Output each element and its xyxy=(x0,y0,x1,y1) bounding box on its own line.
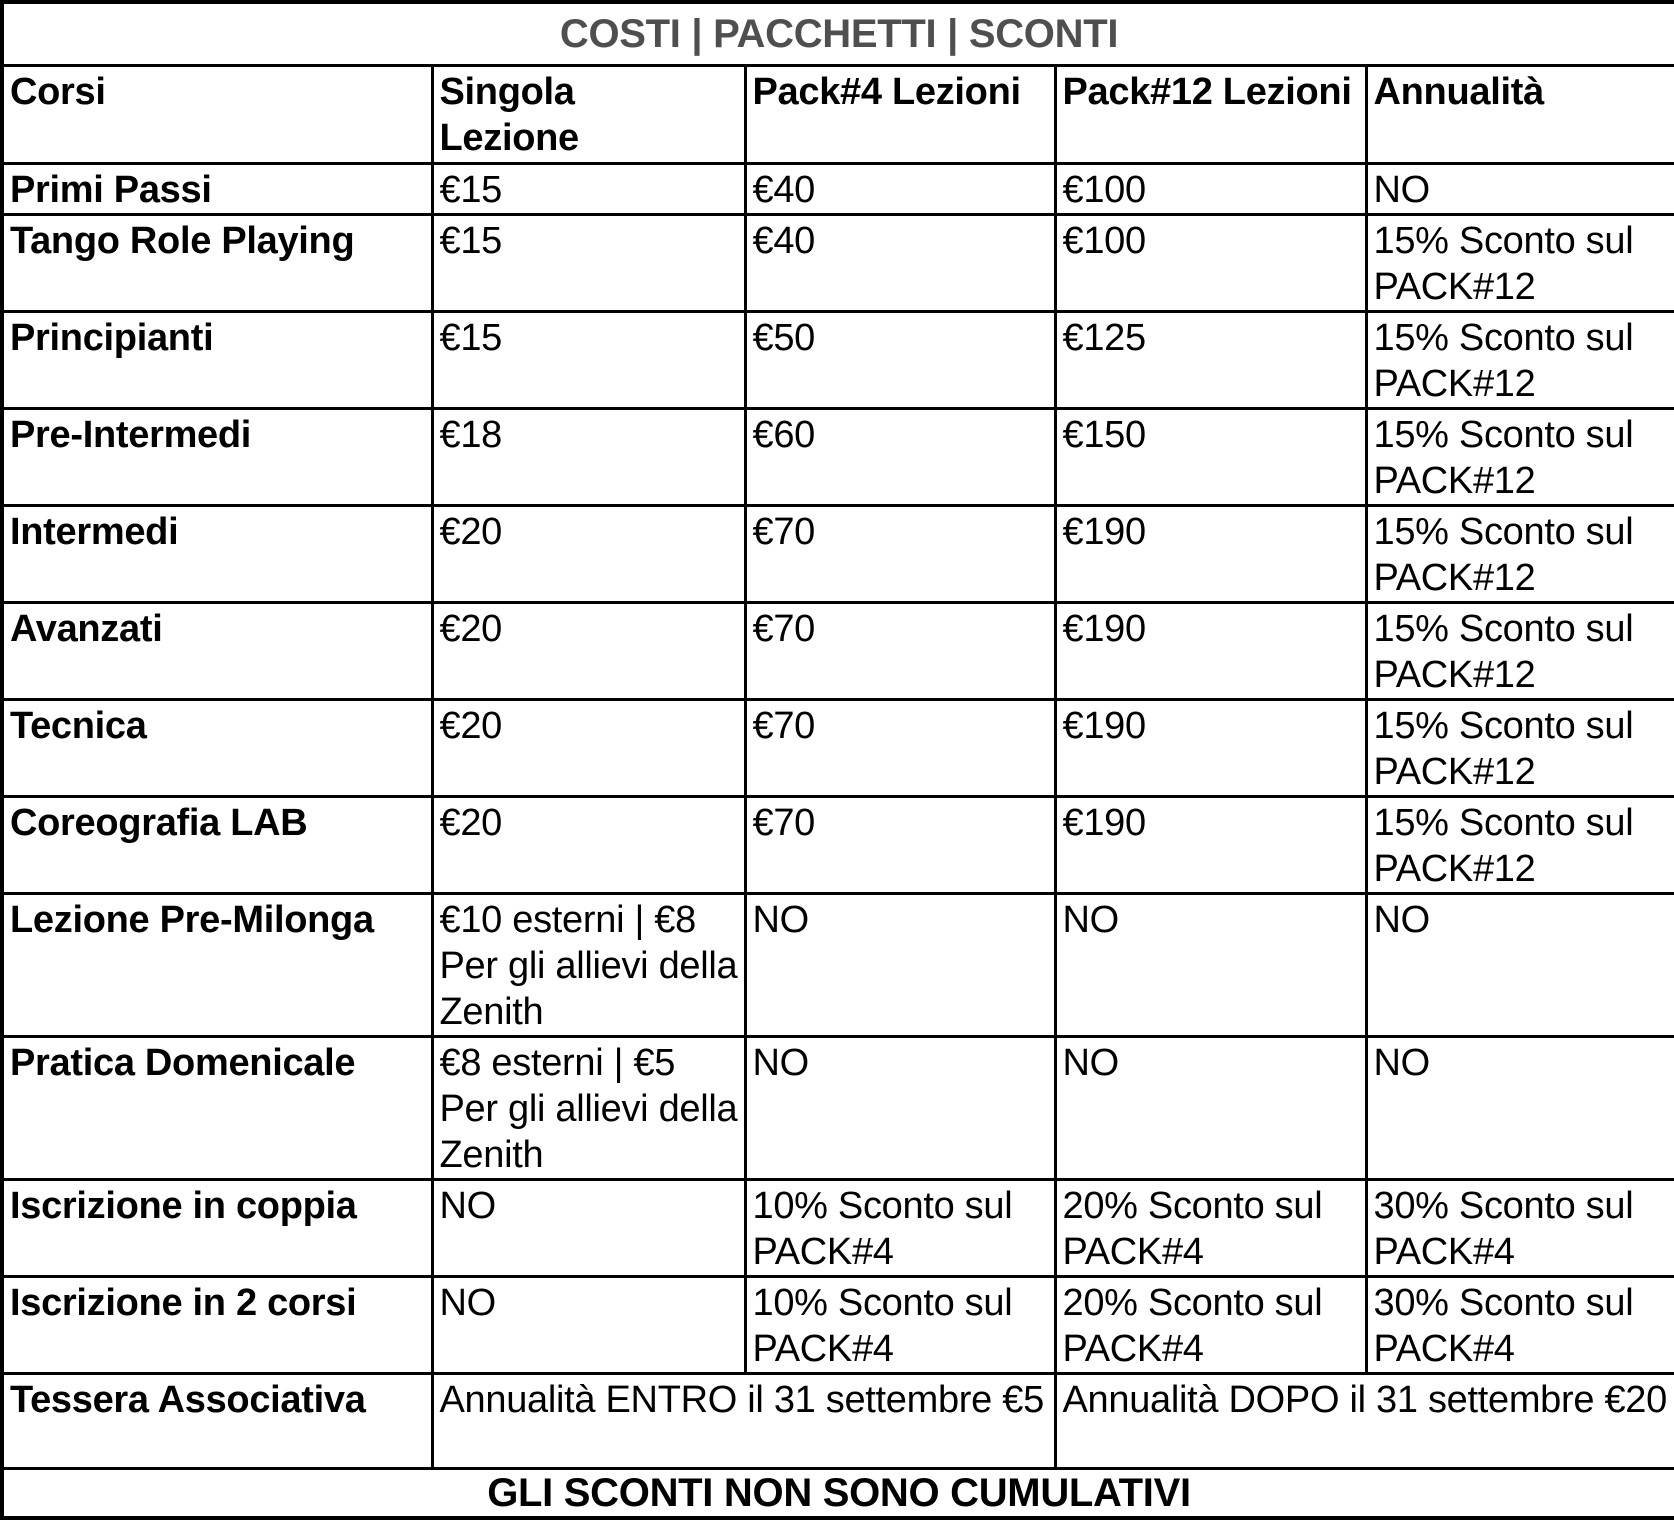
price-pack12: NO xyxy=(1055,894,1366,1037)
price-pack4: €70 xyxy=(745,603,1055,700)
course-name: Tessera Associativa xyxy=(2,1374,432,1469)
course-name: Tecnica xyxy=(2,700,432,797)
annualita-value: 15% Sconto sul PACK#12 xyxy=(1366,215,1674,312)
table-row xyxy=(2,1180,1674,1277)
annualita-value: NO xyxy=(1366,164,1674,215)
discount-pack12: 20% Sconto sul PACK#4 xyxy=(1055,1180,1366,1277)
price-singola: NO xyxy=(432,1277,745,1374)
discount-pack4: 10% Sconto sul PACK#4 xyxy=(745,1180,1055,1277)
table-row xyxy=(2,894,1674,1037)
tessera-entro-cell: Annualità ENTRO il 31 settembre €5 xyxy=(432,1374,1055,1469)
discount-annualita: 30% Sconto sul PACK#4 xyxy=(1366,1277,1674,1374)
table-row xyxy=(2,312,1674,409)
column-header-pack4: Pack#4 Lezioni xyxy=(745,66,1055,164)
column-header-singola-lezione: Singola Lezione xyxy=(432,66,745,164)
price-pack4: €70 xyxy=(745,797,1055,894)
price-singola: €20 xyxy=(432,603,745,700)
course-name: Principianti xyxy=(2,312,432,409)
course-name: Pre-Intermedi xyxy=(2,409,432,506)
title-row xyxy=(2,2,1674,66)
price-pack12: €190 xyxy=(1055,797,1366,894)
price-pack4: €40 xyxy=(745,164,1055,215)
course-name: Avanzati xyxy=(2,603,432,700)
price-pack4: NO xyxy=(745,1037,1055,1180)
table-row xyxy=(2,797,1674,894)
course-name: Iscrizione in coppia xyxy=(2,1180,432,1277)
table-row xyxy=(2,164,1674,215)
course-name: Tango Role Playing xyxy=(2,215,432,312)
price-pack12: €190 xyxy=(1055,603,1366,700)
price-singola: €20 xyxy=(432,506,745,603)
discount-annualita: 30% Sconto sul PACK#4 xyxy=(1366,1180,1674,1277)
course-name: Coreografia LAB xyxy=(2,797,432,894)
price-pack4: NO xyxy=(745,894,1055,1037)
price-singola: NO xyxy=(432,1180,745,1277)
tessera-dopo-cell: Annualità DOPO il 31 settembre €20 xyxy=(1055,1374,1674,1469)
price-singola: €20 xyxy=(432,700,745,797)
column-header-pack12: Pack#12 Lezioni xyxy=(1055,66,1366,164)
price-singola: €10 esterni | €8 Per gli allievi della Zenith xyxy=(432,894,745,1037)
annualita-value: NO xyxy=(1366,1037,1674,1180)
tessera-row xyxy=(2,1374,1674,1469)
price-pack4: €70 xyxy=(745,700,1055,797)
price-singola: €15 xyxy=(432,312,745,409)
price-pack12: €100 xyxy=(1055,164,1366,215)
table-row xyxy=(2,1277,1674,1374)
price-singola: €15 xyxy=(432,164,745,215)
table-row xyxy=(2,1037,1674,1180)
course-name: Lezione Pre-Milonga xyxy=(2,894,432,1037)
course-name: Primi Passi xyxy=(2,164,432,215)
annualita-value: 15% Sconto sul PACK#12 xyxy=(1366,700,1674,797)
price-pack4: €70 xyxy=(745,506,1055,603)
discount-pack4: 10% Sconto sul PACK#4 xyxy=(745,1277,1055,1374)
price-pack4: €40 xyxy=(745,215,1055,312)
annualita-value: 15% Sconto sul PACK#12 xyxy=(1366,409,1674,506)
price-pack12: €150 xyxy=(1055,409,1366,506)
annualita-value: 15% Sconto sul PACK#12 xyxy=(1366,603,1674,700)
footer-note: GLI SCONTI NON SONO CUMULATIVI xyxy=(2,1469,1674,1519)
price-pack12: NO xyxy=(1055,1037,1366,1180)
price-pack12: €190 xyxy=(1055,700,1366,797)
table-row xyxy=(2,603,1674,700)
price-pack4: €60 xyxy=(745,409,1055,506)
price-pack4: €50 xyxy=(745,312,1055,409)
price-singola: €8 esterni | €5 Per gli allievi della Zenith xyxy=(432,1037,745,1180)
course-name: Intermedi xyxy=(2,506,432,603)
header-row xyxy=(2,66,1674,164)
price-pack12: €190 xyxy=(1055,506,1366,603)
price-singola: €18 xyxy=(432,409,745,506)
footer-row xyxy=(2,1469,1674,1519)
annualita-value: 15% Sconto sul PACK#12 xyxy=(1366,312,1674,409)
annualita-value: NO xyxy=(1366,894,1674,1037)
table-row xyxy=(2,215,1674,312)
price-pack12: €100 xyxy=(1055,215,1366,312)
table-title: COSTI | PACCHETTI | SCONTI xyxy=(2,2,1674,66)
price-singola: €15 xyxy=(432,215,745,312)
discount-pack12: 20% Sconto sul PACK#4 xyxy=(1055,1277,1366,1374)
table-row xyxy=(2,409,1674,506)
course-name: Iscrizione in 2 corsi xyxy=(2,1277,432,1374)
table-row xyxy=(2,700,1674,797)
annualita-value: 15% Sconto sul PACK#12 xyxy=(1366,506,1674,603)
column-header-annualita: Annualità xyxy=(1366,66,1674,164)
price-singola: €20 xyxy=(432,797,745,894)
column-header-corsi: Corsi xyxy=(2,66,432,164)
annualita-value: 15% Sconto sul PACK#12 xyxy=(1366,797,1674,894)
course-name: Pratica Domenicale xyxy=(2,1037,432,1180)
table-row xyxy=(2,506,1674,603)
price-pack12: €125 xyxy=(1055,312,1366,409)
